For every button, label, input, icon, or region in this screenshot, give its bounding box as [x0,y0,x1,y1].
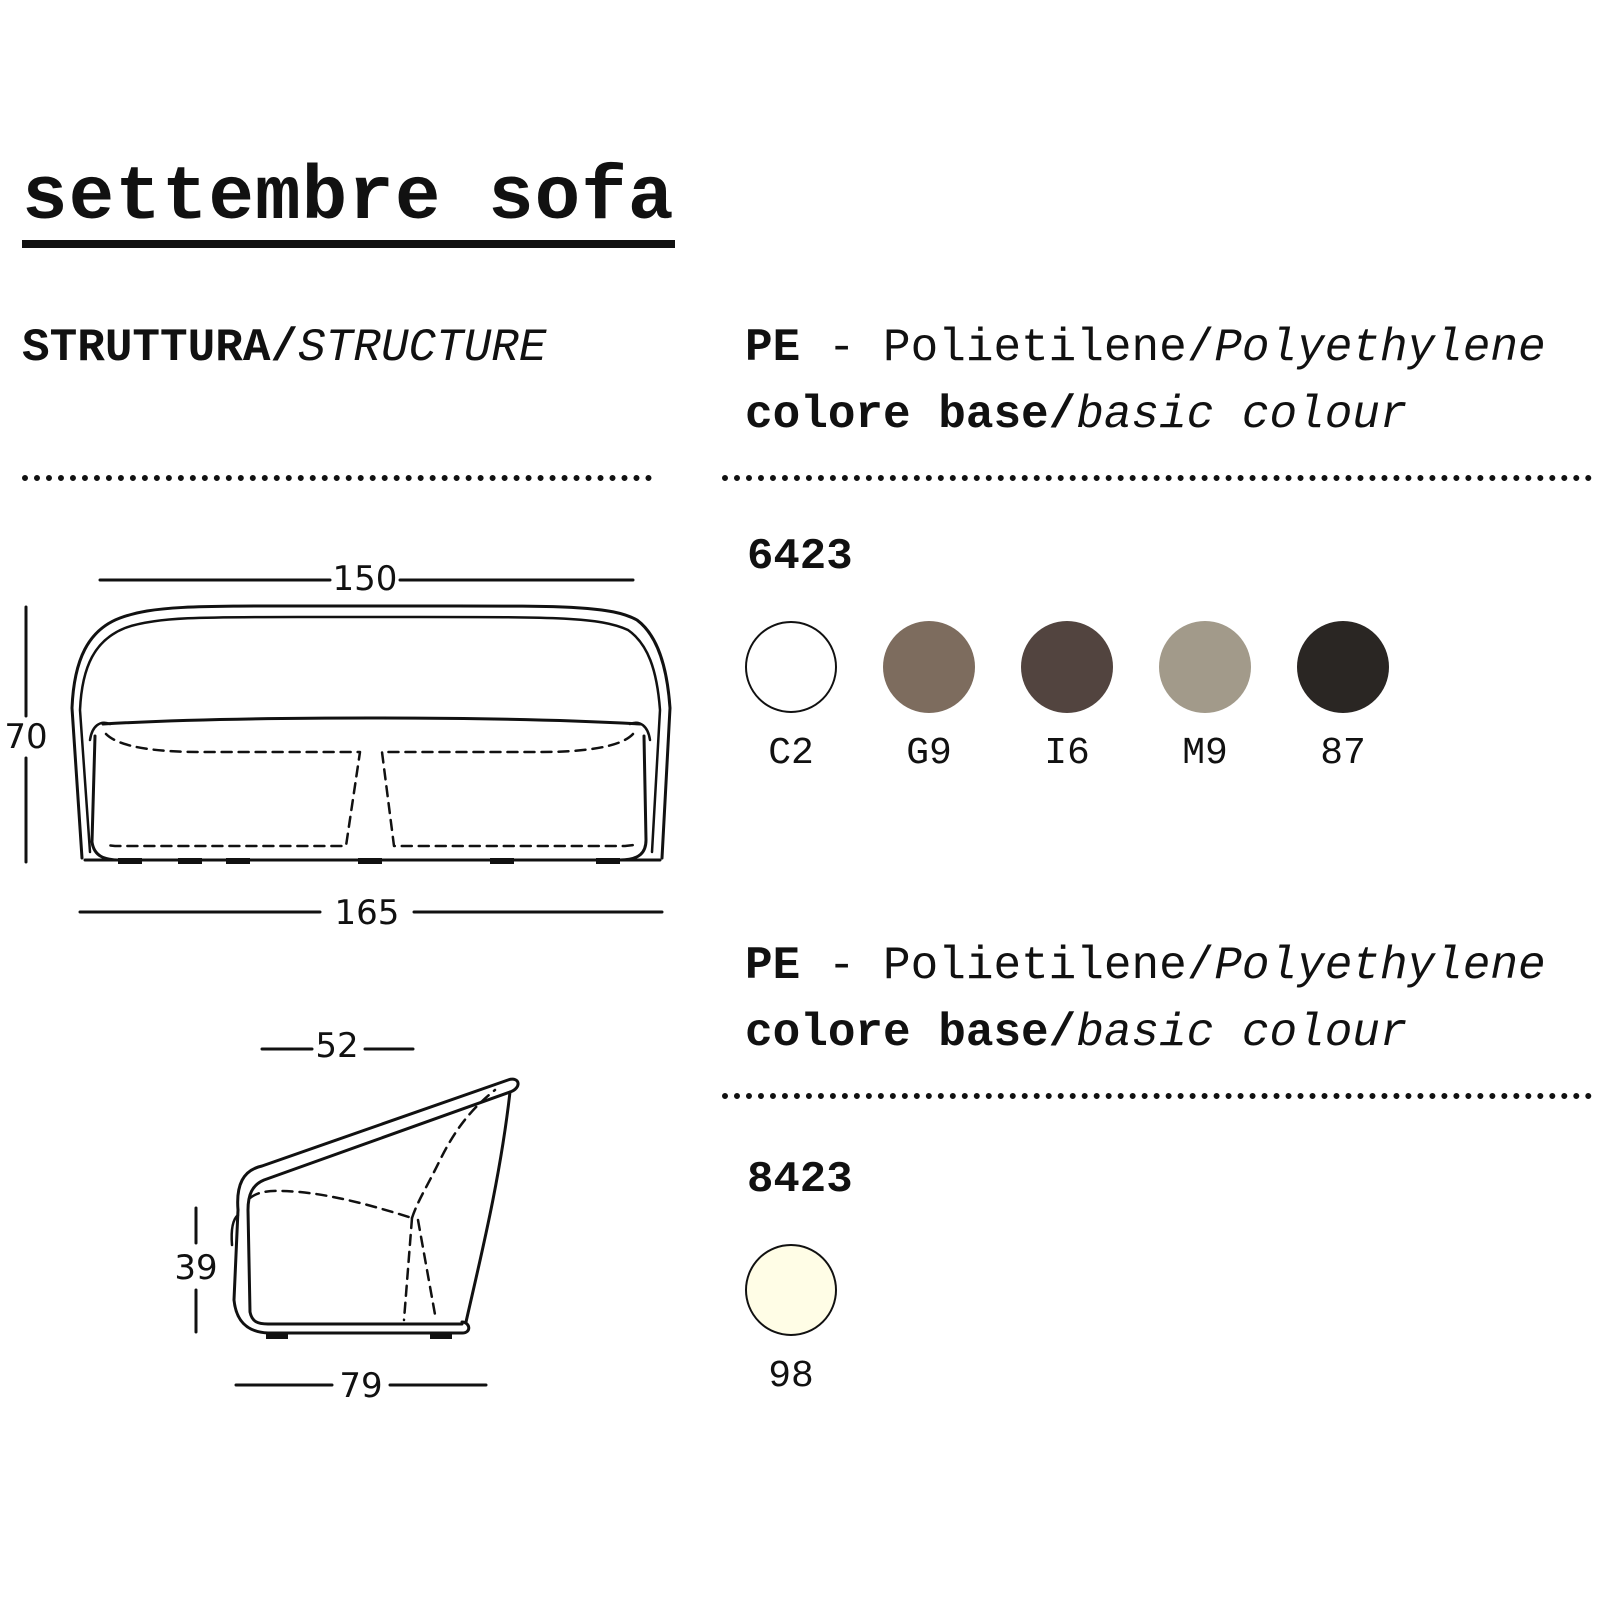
material-name-en: Polyethylene [1214,940,1546,992]
material-name-it: Polietilene/ [883,940,1215,992]
colour-code-8423: 8423 [747,1155,853,1205]
foot [430,1333,452,1339]
foot [490,858,514,864]
foot [118,858,142,864]
material-name-it: Polietilene/ [883,322,1215,374]
dimension-label-width-top: 150 [332,559,398,599]
sofa-side-view [196,1049,518,1385]
swatch-label-c2: C2 [768,732,814,775]
sofa-front-view [26,580,670,912]
material-dash: - [827,322,856,374]
dimension-label-seat-height: 39 [174,1248,218,1288]
material-name-en: Polyethylene [1214,322,1546,374]
swatch-label-i6: I6 [1044,732,1090,775]
swatch-label-g9: G9 [906,732,952,775]
swatch-label-98: 98 [768,1355,814,1398]
colour-code-6423: 6423 [747,532,853,582]
structure-label-it: STRUTTURA/ [22,322,299,374]
material-code: PE [745,322,801,374]
material-code: PE [745,940,801,992]
dimension-label-depth-bottom: 79 [339,1366,383,1406]
foot [596,858,620,864]
dimension-label-width-bottom: 165 [334,893,400,933]
colour-label-en: basic colour [1076,1007,1408,1059]
material-dash: - [827,940,856,992]
hidden-lines [250,1090,495,1320]
dimension-label-depth-top: 52 [315,1026,359,1066]
foot [178,858,202,864]
page-title: settembre sofa [22,160,675,248]
colour-label-it: colore base/ [745,389,1077,441]
foot [226,858,250,864]
foot [358,858,382,864]
hidden-lines [105,734,634,846]
structure-label-en: STRUCTURE [298,322,547,374]
foot [266,1333,288,1339]
colour-label-it: colore base/ [745,1007,1077,1059]
swatch-label-87: 87 [1320,732,1366,775]
colour-label-en: basic colour [1076,389,1408,441]
swatch-label-m9: M9 [1182,732,1228,775]
dimension-label-height: 70 [4,717,48,757]
